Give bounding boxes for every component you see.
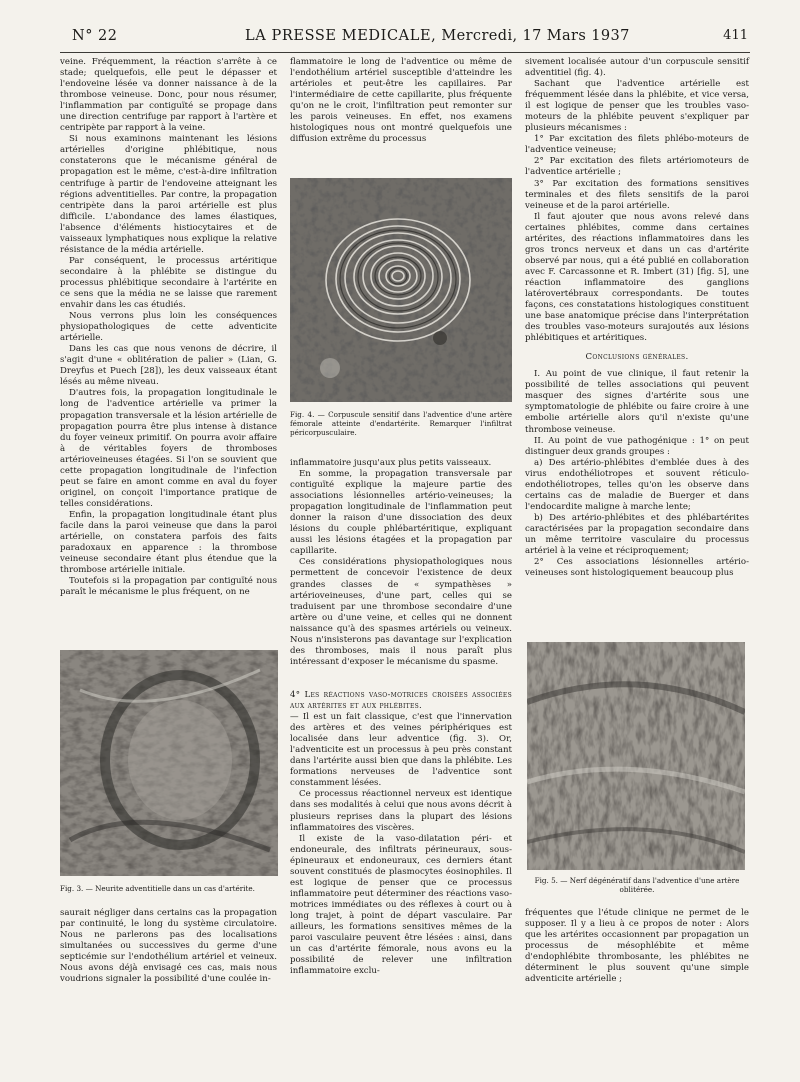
journal-title-line [245, 28, 630, 44]
conclusions-heading-text: Conclusions générales. [585, 352, 689, 363]
paragraph: — Il est un fait classique, c'est que l'innervation des artères et des veines périphériques est localisée dans leur adventice (fig. 3). Or, l'adventicite est un processus à peu près constant dans l'artérite aussi bien que dans la phlébite. Les formations nerveuses de l'adventice sont constamment lésées. [290, 712, 512, 789]
paragraph: Il existe de la vaso-dilatation péri- et endoneurale, des infiltrats périneuraux, sous-épineuraux et endoneuraux, ces derniers étant souvent constitués de plasmocytes éosinophiles. Il est logique de penser que ce processus inflammatoire peut déterminer des réactions vaso-motrices immédiates ou des réflexes à court ou à long trajet, à point de départ vasculaire. Par ailleurs, les formations sensitives mêmes de la paroi vasculaire peuvent être lésées : ainsi, dans un cas d'artérite fémorale, nous avons eu la possibilité de relever une infiltration inflammatoire exclu- [290, 833, 512, 977]
paragraph: fréquentes que l'étude clinique ne permet de le supposer. Il y a lieu à ce propos de noter : Alors que les artérites occasionnent par propagation un processus de mésophlébite et même d'endophlébite thrombosante, les phlébites ne déterminent le plus souvent qu'une simple adventicite artérielle ; [525, 908, 749, 985]
paragraph: Il faut ajouter que nous avons relevé dans certaines phlébites, comme dans certaines artérites, des réactions inflammatoires dans les gros troncs nerveux et dans un cas d'artérite observé par nous, qui a été publié en collaboration avec F. Carcassonne et R. Imbert (31) [fig. 5], une réaction inflammatoire des ganglions latérovertébraux correspondants. De toutes façons, ces constatations histologiques constituent une base anatomique précise dans l'interprétation des troubles vaso-moteurs surajoutés aux lésions phlébitiques et artéritiques. [525, 211, 749, 344]
column-2-middle [290, 458, 512, 668]
column-1-bottom [60, 908, 277, 985]
paragraph: saurait négliger dans certains cas la propagation par continuité, le long du système circulatoire. Nous ne parlerons pas des localisations simultanées ou successives du germe d'une septicémie sur l'endothélium artériel et veineux. Nous avons déjà envisagé ces cas, mais nous voudrions signaler la possibilité d'une coulée in- [60, 908, 277, 985]
column-2-top [290, 57, 512, 145]
paragraph: II. Au point de vue pathogénique : 1° on peut distinguer deux grands groupes : [525, 435, 749, 457]
paragraph: Ce processus réactionnel nerveux est identique dans ses modalités à celui que nous avons décrit à plusieurs reprises dans la plupart des lésions inflammatoires des viscères. [290, 789, 512, 833]
paragraph: a) Des artério-phlébites d'emblée dues à des virus endothéliotropes et souvent réticulo-endothéliotropes, telles qu'on les observe dans certains cas de maladie de Buerger et dans l'endocardite maligne à marche lente; [525, 457, 749, 512]
paragraph: Par conséquent, le processus artéritique secondaire à la phlébite se distingue du processus phlébitique secondaire à l'artérite en ce sens que la média ne se laisse que rarement envahir dans les cas étudiés. [60, 255, 277, 311]
paragraph: Dans les cas que nous venons de décrire, il s'agit d'une « oblitération de palier » (Lian, G. Dreyfus et Puech [28]), les deux vaisseaux étant lésés au même niveau. [60, 344, 277, 388]
page-header [60, 28, 750, 50]
figure-4-caption: Fig. 4. — Corpuscule sensitif dans l'adventice d'une artère fémorale atteinte d'endartérite. Remarquer l'infiltrat péricorpusculaire. [290, 410, 512, 437]
issue-date: Mercredi, 17 Mars 1937 [441, 28, 630, 44]
section-4-heading-text: 4° Les réactions vaso-motrices croisées associées aux artérites et aux phlébites. [290, 690, 512, 712]
paragraph: D'autres fois, la propagation longitudinale le long de l'adventice artérielle va primer la propagation transversale et la lésion artérielle de propagation pourra être plus intense à distance du foyer veineux primitif. On pourra avoir affaire à de véritables foyers de thromboses artérioveineuses étagées. Si l'on se souvient que cette propagation longitudinale de l'infection peut se faire en amont comme en aval du foyer originel, on conçoit l'importance pratique de telles considérations. [60, 388, 277, 509]
paragraph: Nous verrons plus loin les conséquences physiopathologiques de cette adventicite artérielle. [60, 311, 277, 344]
figure-5-caption-text: Fig. 5. — Nerf dégénératif dans l'adventice d'une artère oblitérée. [534, 876, 740, 894]
figure-5-caption [527, 876, 747, 894]
paragraph: b) Des artério-phlébites et des phlébartérites caractérisées par la propagation secondaire dans un même territoire vasculaire du processus artériel à la veine et réciproquement; [525, 512, 749, 557]
paragraph: sivement localisée autour d'un corpuscule sensitif adventitiel (fig. 4). [525, 57, 749, 79]
figure-4-micrograph [290, 178, 512, 402]
paragraph: I. Au point de vue clinique, il faut retenir la possibilité de telles associations qui peuvent masquer des signes d'artérite sous une symptomatologie de phlébite ou faire croire à une embolie artérielle alors qu'il n'existe qu'une thrombose veineuse. [525, 369, 749, 435]
conclusions-heading [525, 352, 749, 363]
column-2-section-4 [290, 690, 512, 977]
header-rule [60, 52, 750, 53]
paragraph: flammatoire le long de l'adventice ou même de l'endothélium artériel susceptible d'atteindre les artérioles et peut-être les capillaires. Par l'intermédiaire de cette capillarite, plus fréquente qu'on ne le croit, l'infiltration peut remonter sur les parois veineuses. En effet, nos examens histologiques nous ont montré quelquefois une diffusion extrême du processus [290, 57, 512, 145]
column-3-top [525, 57, 749, 579]
paragraph: 1° Par excitation des filets phlébo-moteurs de l'adventice veineuse; [525, 134, 749, 156]
paragraph: Ces considérations physiopathologiques nous permettent de concevoir l'existence de deux grandes classes de « sympathèses » artérioveineuses, d'une part, celles qui se traduisent par une thrombose secondaire d'une artère ou d'une veine, et celles qui ne donnent naissance qu'à des spasmes artériels ou veineux. Nous n'insisterons pas davantage sur l'explication des thromboses, mais il nous paraît plus intéressant d'exposer le mécanisme du spasme. [290, 557, 512, 667]
issue-number: N° 22 [72, 28, 118, 44]
section-4-heading [290, 690, 512, 712]
column-3-bottom [525, 908, 749, 985]
figure-3-micrograph [60, 650, 278, 876]
figure-5-micrograph [527, 642, 745, 870]
paragraph: 2° Par excitation des filets artériomoteurs de l'adventice artérielle ; [525, 156, 749, 178]
paragraph: inflammatoire jusqu'aux plus petits vaisseaux. [290, 458, 492, 468]
paragraph: 2° Ces associations lésionnelles artério-veineuses sont histologiquement beaucoup plus [525, 557, 749, 579]
paragraph: En somme, la propagation transversale par contiguïté explique la majeure partie des associations lésionnelles artério-veineuses; la propagation longitudinale de l'inflammation peut donner la raison d'une dissociation des deux lésions du couple phlébartéritique, expliquant aussi les lésions étagées et la propagation par capillarite. [290, 469, 512, 557]
paragraph: 3° Par excitation des formations sensitives terminales et des filets sensitifs de la paroi veineuse et de la paroi artérielle. [525, 178, 749, 211]
figure-3-caption: Fig. 3. — Neurite adventitielle dans un cas d'artérite. [60, 884, 255, 893]
page-number: 411 [723, 28, 748, 43]
journal-title: LA PRESSE MEDICALE, [245, 28, 437, 44]
paragraph: veine. Fréquemment, la réaction s'arrête à ce stade; quelquefois, elle peut le dépasser et l'endoveine lésée va donner naissance à de la thrombose veineuse. Donc, pour nous résumer, l'inflammation par contiguïté se propage dans une direction centrifuge par rapport à l'artère et centripète par rapport à la veine. [60, 57, 277, 134]
paragraph: Sachant que l'adventice artérielle est fréquemment lésée dans la phlébite, et vice versa, il est logique de penser que les troubles vaso-moteurs de la phlébite peuvent s'expliquer par plusieurs mécanismes : [525, 79, 749, 134]
paragraph: Toutefois si la propagation par contiguïté nous paraît le mécanisme le plus fréquent, on ne [60, 576, 277, 598]
paragraph: Enfin, la propagation longitudinale étant plus facile dans la paroi veineuse que dans la paroi artérielle, on constatera parfois des faits paradoxaux en apparence : la thrombose veineuse secondaire étant plus étendue que la thrombose artérielle initiale. [60, 509, 277, 576]
paragraph: Si nous examinons maintenant les lésions artérielles d'origine phlébitique, nous constaterons que le mécanisme général de propagation est le même, c'est-à-dire infiltration centrifuge à partir de l'endoveine atteignant les régions adventitielles. Par contre, la propagation centripète dans la paroi artérielle est plus difficile. L'abondance des lames élastiques, l'absence d'éléments histiocytaires et de vaisseaux lymphatiques nous explique la relative résistance de la média artérielle. [60, 134, 277, 255]
column-1-top [60, 57, 277, 598]
